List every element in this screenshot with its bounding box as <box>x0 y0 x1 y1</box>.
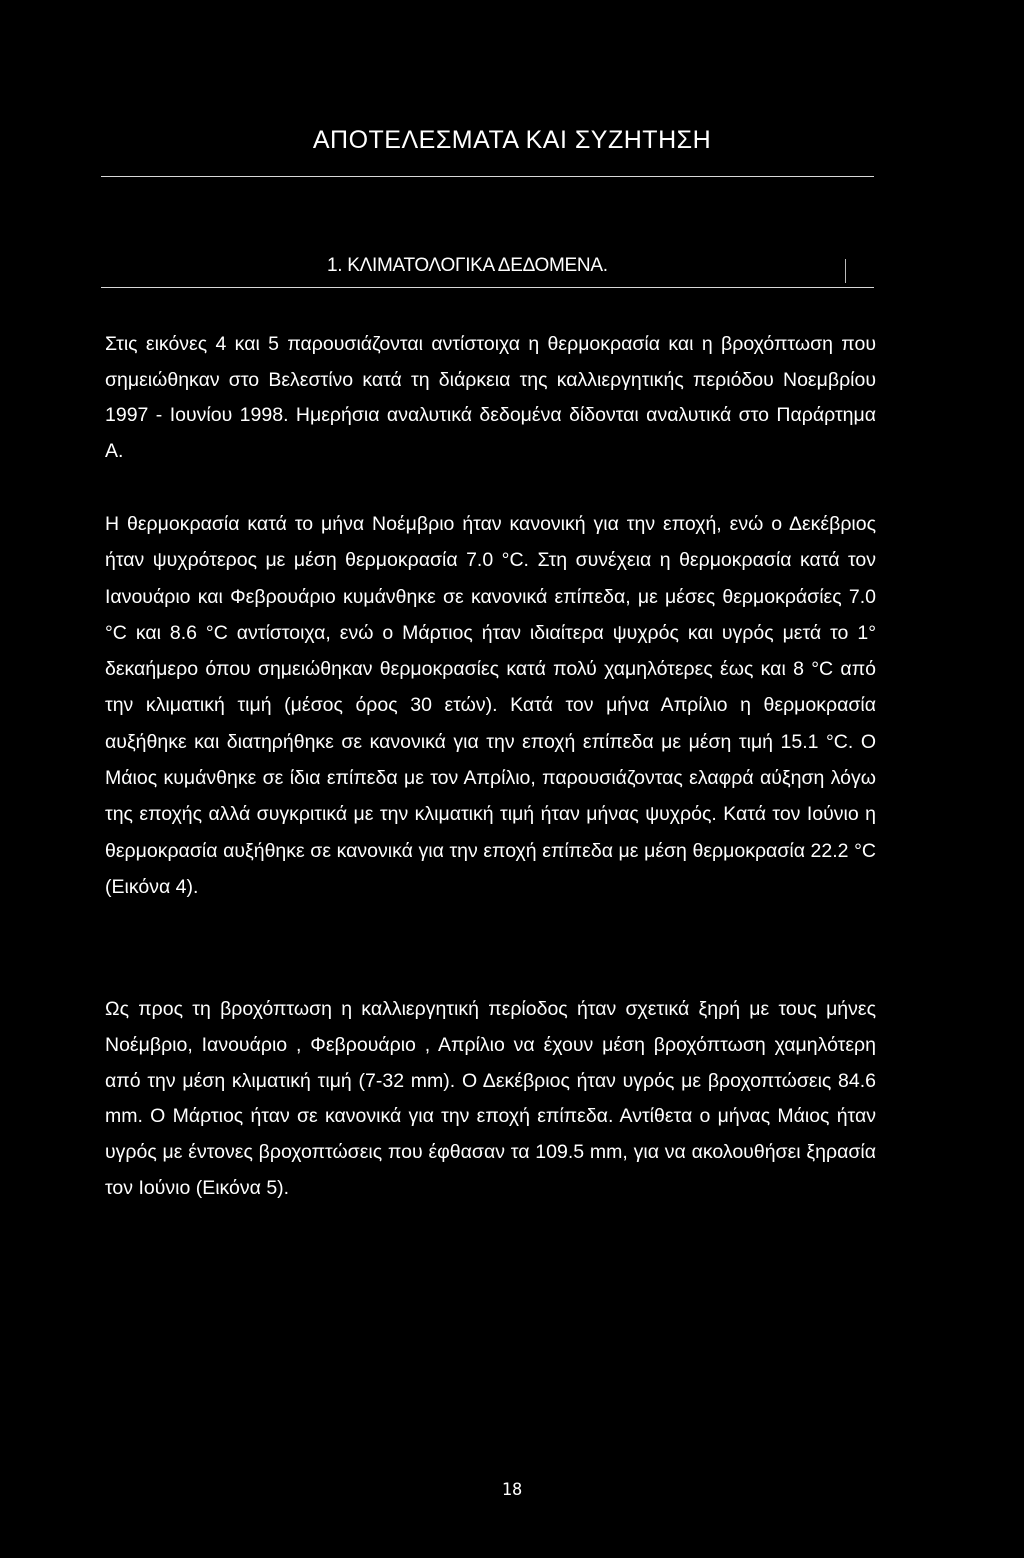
page-number: 18 <box>501 1480 523 1500</box>
section-title: ΑΠΟΤΕΛΕΣΜΑΤΑ ΚΑΙ ΣΥΖΗΤΗΣΗ <box>312 126 712 154</box>
paragraph-rainfall: Ως προς τη βροχόπτωση η καλλιεργητική περίοδος ήταν σχετικά ξηρή με τους μήνες Νοέμβριο, Ιανουάριο , Φεβρουάριο , Απρίλιο να έχουν μέση βροχόπτωση χαμηλότερη από την μέση κλιματική τιμή (7-32 mm). Ο Δεκέβριος ήταν υγρός με βροχοπτώσεις 84.6 mm. Ο Μάρτιος ήταν σε κανονικά για την εποχή επίπεδα. Αντίθετα ο μήνας Μάιος ήταν υγρός με έντονες βροχοπτώσεις που έφθασαν τα 109.5 mm, για να ακολουθήσει ξηρασία τον Ιούνιο (Εικόνα 5). <box>105 998 876 1199</box>
paragraph-temperature: Η θερμοκρασία κατά το μήνα Νοέμβριο ήταν κανονική για την εποχή, ενώ ο Δεκέβριος ήταν ψυχρότερος με μέση θερμοκρασία 7.0 °C. Στη συνέχεια η θερμοκρασία κατά τον Ιανουάριο και Φεβρουάριο κυμάνθηκε σε κανονικά επίπεδα, με μέσες θερμοκράσίες 7.0 °C και 8.6 °C αντίστοιχα, ενώ ο Μάρτιος ήταν ιδιαίτερα ψυχρός και υγρός μετά το 1° δεκαήμερο όπου σημειώθηκαν θερμοκρασίες κατά πολύ χαμηλότερες έως και 8 °C από την κλιματική τιμή (μέσος όρος 30 ετών). Κατά τον μήνα Απρίλιο η θερμοκρασία αυξήθηκε και διατηρήθηκε σε κανονικά για την εποχή επίπεδα με μέση τιμή 15.1 °C. Ο Μάιος κυμάνθηκε σε ίδια επίπεδα με τον Απρίλιο, παρουσιάζοντας ελαφρά αύξηση λόγω της εποχής αλλά συγκριτικά με την κλιματική τιμή ήταν μήνας ψυχρός. Κατά τον Ιούνιο η θερμοκρασία αυξήθηκε σε κανονικά για την εποχή επίπεδα με μέση θερμοκρασία 22.2 °C (Εικόνα 4). <box>105 513 876 898</box>
title-divider <box>101 176 874 177</box>
margin-mark <box>845 259 846 283</box>
subsection-divider <box>101 287 874 288</box>
paragraph-intro: Στις εικόνες 4 και 5 παρουσιάζονται αντίστοιχα η θερμοκρασία και η βροχόπτωση που σημειώθηκαν στο Βελεστίνο κατά τη διάρκεια της καλλιεργητικής περιόδου Νοεμβρίου 1997 - Ιουνίου 1998. Ημερήσια αναλυτικά δεδομένα δίδονται αναλυτικά στο Παράρτημα Α. <box>105 333 876 462</box>
subsection-title: 1. ΚΛΙΜΑΤΟΛΟΓΙΚΑ ΔΕΔΟΜΕΝΑ. <box>327 255 608 276</box>
